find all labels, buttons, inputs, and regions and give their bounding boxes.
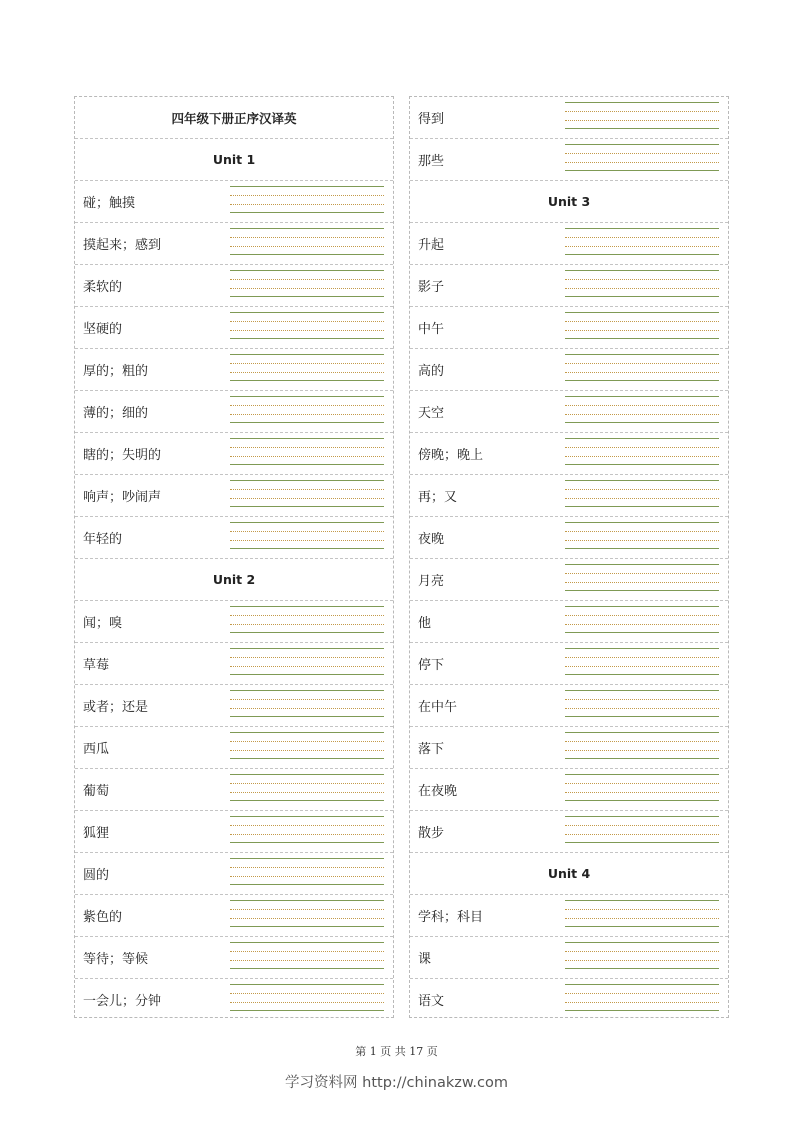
vocab-chinese: 中午: [418, 322, 445, 337]
vocab-row: [75, 810, 393, 852]
writing-line: [565, 522, 719, 523]
vocab-row: [410, 264, 728, 306]
writing-line: [230, 354, 384, 355]
vocab-chinese: 影子: [418, 280, 445, 295]
writing-lines[interactable]: [565, 438, 719, 468]
vocab-chinese: 闻；嗅: [83, 616, 123, 631]
writing-line: [565, 624, 719, 625]
writing-line: [565, 716, 719, 717]
writing-lines[interactable]: [230, 480, 384, 510]
vocab-chinese: 落下: [418, 742, 445, 757]
writing-line: [565, 842, 719, 843]
writing-line: [230, 531, 384, 532]
writing-line: [230, 438, 384, 439]
writing-line: [565, 170, 719, 171]
writing-line: [230, 396, 384, 397]
writing-lines[interactable]: [565, 648, 719, 678]
writing-line: [230, 666, 384, 667]
writing-line: [230, 774, 384, 775]
vocab-row: [410, 684, 728, 726]
writing-line: [230, 926, 384, 927]
writing-line: [230, 951, 384, 952]
writing-lines[interactable]: [565, 774, 719, 804]
writing-line: [565, 128, 719, 129]
page-number: 第 1 页 共 17 页: [355, 1045, 438, 1058]
writing-line: [565, 825, 719, 826]
writing-lines[interactable]: [230, 270, 384, 300]
writing-line: [565, 774, 719, 775]
vocab-row: [75, 264, 393, 306]
vocab-chinese: 等待；等候: [83, 952, 149, 967]
writing-line: [565, 657, 719, 658]
writing-line: [565, 942, 719, 943]
vocab-row: [410, 390, 728, 432]
writing-line: [230, 858, 384, 859]
writing-lines[interactable]: [565, 102, 719, 132]
vocab-chinese: 得到: [418, 112, 445, 127]
vocab-row: [75, 390, 393, 432]
writing-line: [230, 792, 384, 793]
vocab-chinese: 摸起来；感到: [83, 238, 162, 253]
writing-line: [230, 993, 384, 994]
writing-line: [230, 732, 384, 733]
writing-line: [565, 666, 719, 667]
vocab-row: [75, 684, 393, 726]
vocab-row: [410, 810, 728, 852]
vocab-chinese: 厚的；粗的: [83, 364, 149, 379]
writing-line: [230, 321, 384, 322]
vocab-chinese: 或者；还是: [83, 700, 149, 715]
writing-line: [230, 741, 384, 742]
writing-lines[interactable]: [565, 480, 719, 510]
writing-line: [230, 708, 384, 709]
vocab-row: [75, 306, 393, 348]
vocab-row: [410, 474, 728, 516]
vocab-chinese: 散步: [418, 826, 445, 841]
writing-line: [230, 1010, 384, 1011]
vocab-row: [410, 138, 728, 180]
writing-line: [565, 363, 719, 364]
writing-lines[interactable]: [565, 690, 719, 720]
writing-lines[interactable]: [230, 438, 384, 468]
writing-line: [565, 506, 719, 507]
writing-line: [230, 548, 384, 549]
writing-line: [565, 606, 719, 607]
vocab-chinese: 学科；科目: [418, 910, 484, 925]
writing-lines[interactable]: [565, 522, 719, 552]
vocab-chinese: 课: [418, 952, 432, 967]
writing-line: [230, 186, 384, 187]
section-heading: Unit 1: [75, 138, 393, 180]
writing-line: [565, 548, 719, 549]
writing-line: [230, 380, 384, 381]
vocab-chinese: 他: [418, 616, 432, 631]
writing-line: [230, 834, 384, 835]
writing-line: [230, 648, 384, 649]
writing-lines[interactable]: [230, 690, 384, 720]
writing-line: [230, 624, 384, 625]
writing-line: [230, 195, 384, 196]
vocab-row: [410, 894, 728, 936]
section-heading: Unit 4: [410, 852, 728, 894]
writing-line: [565, 741, 719, 742]
writing-line: [565, 582, 719, 583]
writing-line: [565, 405, 719, 406]
vocab-chinese: 碰；触摸: [83, 196, 136, 211]
writing-line: [230, 330, 384, 331]
vocab-row: [75, 852, 393, 894]
writing-line: [230, 464, 384, 465]
vocab-chinese: 年轻的: [83, 532, 123, 547]
writing-line: [565, 800, 719, 801]
writing-line: [565, 674, 719, 675]
writing-line: [565, 573, 719, 574]
vocab-row: [410, 978, 728, 1020]
writing-line: [565, 330, 719, 331]
writing-line: [230, 456, 384, 457]
writing-line: [565, 758, 719, 759]
writing-line: [230, 338, 384, 339]
writing-line: [565, 153, 719, 154]
writing-line: [565, 288, 719, 289]
writing-line: [565, 111, 719, 112]
writing-line: [565, 144, 719, 145]
vocab-chinese: 柔软的: [83, 280, 123, 295]
writing-line: [230, 674, 384, 675]
writing-line: [230, 498, 384, 499]
writing-line: [230, 480, 384, 481]
vocab-chinese: 在夜晚: [418, 784, 458, 799]
writing-line: [565, 909, 719, 910]
writing-line: [230, 942, 384, 943]
writing-lines[interactable]: [565, 354, 719, 384]
writing-line: [230, 876, 384, 877]
writing-line: [565, 464, 719, 465]
writing-lines[interactable]: [230, 396, 384, 426]
section-heading: Unit 2: [75, 558, 393, 600]
writing-line: [565, 120, 719, 121]
vocab-chinese: 天空: [418, 406, 445, 421]
writing-line: [230, 288, 384, 289]
writing-line: [565, 414, 719, 415]
writing-line: [565, 354, 719, 355]
writing-lines[interactable]: [565, 900, 719, 930]
writing-line: [230, 657, 384, 658]
writing-line: [565, 993, 719, 994]
vocab-row: [410, 936, 728, 978]
writing-line: [565, 447, 719, 448]
vocab-chinese: 响声；吵闹声: [83, 490, 162, 505]
writing-line: [230, 918, 384, 919]
vocab-row: [75, 474, 393, 516]
writing-lines[interactable]: [565, 270, 719, 300]
writing-lines[interactable]: [230, 900, 384, 930]
writing-line: [230, 489, 384, 490]
writing-line: [565, 690, 719, 691]
writing-lines[interactable]: [565, 312, 719, 342]
writing-line: [230, 606, 384, 607]
writing-lines[interactable]: [230, 984, 384, 1014]
writing-line: [565, 590, 719, 591]
writing-line: [230, 447, 384, 448]
right-column: [409, 96, 729, 1018]
writing-lines[interactable]: [565, 732, 719, 762]
writing-line: [565, 489, 719, 490]
writing-lines[interactable]: [230, 942, 384, 972]
vocab-chinese: 圆的: [83, 868, 110, 883]
writing-line: [230, 414, 384, 415]
writing-lines[interactable]: [230, 228, 384, 258]
writing-line: [565, 162, 719, 163]
writing-line: [565, 708, 719, 709]
writing-line: [230, 270, 384, 271]
writing-line: [565, 228, 719, 229]
vocab-chinese: 高的: [418, 364, 445, 379]
writing-line: [565, 699, 719, 700]
vocab-chinese: 西瓜: [83, 742, 110, 757]
writing-line: [565, 648, 719, 649]
writing-line: [565, 338, 719, 339]
vocab-chinese: 草莓: [83, 658, 110, 673]
writing-lines[interactable]: [230, 606, 384, 636]
writing-line: [565, 438, 719, 439]
vocab-row: [410, 600, 728, 642]
left-column: [74, 96, 394, 1018]
writing-line: [230, 372, 384, 373]
writing-line: [230, 228, 384, 229]
writing-lines[interactable]: [230, 522, 384, 552]
writing-line: [230, 522, 384, 523]
writing-line: [230, 825, 384, 826]
vocab-row: [75, 642, 393, 684]
writing-line: [230, 690, 384, 691]
writing-line: [565, 372, 719, 373]
writing-lines[interactable]: [565, 942, 719, 972]
writing-lines[interactable]: [230, 312, 384, 342]
writing-line: [230, 984, 384, 985]
vocab-row: [75, 726, 393, 768]
writing-lines[interactable]: [565, 564, 719, 594]
writing-line: [230, 506, 384, 507]
writing-line: [230, 968, 384, 969]
writing-line: [230, 716, 384, 717]
writing-lines[interactable]: [565, 816, 719, 846]
writing-line: [230, 867, 384, 868]
writing-line: [230, 632, 384, 633]
writing-line: [565, 960, 719, 961]
vocab-chinese: 薄的；细的: [83, 406, 149, 421]
vocab-chinese: 在中午: [418, 700, 458, 715]
vocab-row: [75, 768, 393, 810]
vocab-row: [410, 768, 728, 810]
writing-line: [565, 968, 719, 969]
writing-line: [230, 758, 384, 759]
writing-line: [230, 204, 384, 205]
vocab-chinese: 瞎的；失明的: [83, 448, 162, 463]
writing-line: [230, 422, 384, 423]
vocab-chinese: 一会儿；分钟: [83, 994, 162, 1009]
vocab-chinese: 夜晚: [418, 532, 445, 547]
writing-line: [565, 926, 719, 927]
vocab-row: [75, 894, 393, 936]
vocab-row: [75, 978, 393, 1020]
writing-line: [565, 498, 719, 499]
vocab-chinese: 狐狸: [83, 826, 110, 841]
writing-line: [565, 918, 719, 919]
writing-line: [230, 699, 384, 700]
writing-line: [565, 380, 719, 381]
writing-line: [565, 254, 719, 255]
writing-line: [565, 422, 719, 423]
writing-line: [230, 254, 384, 255]
writing-line: [565, 279, 719, 280]
writing-line: [565, 321, 719, 322]
writing-line: [565, 834, 719, 835]
vocab-row: [75, 222, 393, 264]
vocab-row: [410, 97, 728, 138]
writing-line: [230, 900, 384, 901]
writing-lines[interactable]: [230, 858, 384, 888]
writing-line: [230, 246, 384, 247]
site-watermark: 学习资料网 http://chinakzw.com: [285, 1075, 508, 1091]
vocab-chinese: 语文: [418, 994, 445, 1009]
writing-lines[interactable]: [230, 354, 384, 384]
vocab-chinese: 葡萄: [83, 784, 110, 799]
vocab-row: [410, 558, 728, 600]
writing-line: [230, 212, 384, 213]
writing-line: [565, 750, 719, 751]
writing-line: [565, 456, 719, 457]
vocab-chinese: 升起: [418, 238, 445, 253]
writing-lines[interactable]: [230, 186, 384, 216]
vocab-row: [75, 432, 393, 474]
writing-line: [565, 732, 719, 733]
writing-line: [230, 405, 384, 406]
writing-line: [565, 632, 719, 633]
writing-line: [230, 909, 384, 910]
writing-lines[interactable]: [565, 606, 719, 636]
writing-line: [230, 783, 384, 784]
writing-line: [565, 816, 719, 817]
writing-lines[interactable]: [565, 228, 719, 258]
vocab-row: [410, 306, 728, 348]
writing-line: [565, 900, 719, 901]
vocab-chinese: 停下: [418, 658, 445, 673]
vocab-row: [75, 936, 393, 978]
writing-line: [565, 246, 719, 247]
writing-line: [565, 1010, 719, 1011]
writing-lines[interactable]: [230, 774, 384, 804]
writing-line: [230, 1002, 384, 1003]
section-heading: Unit 3: [410, 180, 728, 222]
vocab-row: [75, 516, 393, 558]
writing-line: [230, 816, 384, 817]
writing-line: [565, 792, 719, 793]
writing-line: [230, 960, 384, 961]
writing-lines[interactable]: [565, 984, 719, 1014]
writing-line: [230, 842, 384, 843]
vocab-chinese: 傍晚；晚上: [418, 448, 484, 463]
vocab-chinese: 那些: [418, 154, 445, 169]
vocab-row: [410, 222, 728, 264]
writing-line: [565, 102, 719, 103]
writing-line: [565, 480, 719, 481]
section-heading: 四年级下册正序汉译英: [171, 110, 297, 126]
writing-line: [230, 540, 384, 541]
writing-line: [565, 564, 719, 565]
vocab-chinese: 月亮: [418, 574, 445, 589]
vocab-row: [410, 642, 728, 684]
writing-line: [565, 783, 719, 784]
writing-line: [565, 396, 719, 397]
vocab-row: [75, 180, 393, 222]
writing-lines[interactable]: [230, 732, 384, 762]
writing-line: [230, 312, 384, 313]
writing-line: [565, 951, 719, 952]
writing-line: [565, 296, 719, 297]
writing-line: [230, 800, 384, 801]
writing-lines[interactable]: [565, 144, 719, 174]
writing-line: [565, 237, 719, 238]
vocab-row: [75, 600, 393, 642]
writing-line: [230, 279, 384, 280]
vocab-chinese: 坚硬的: [83, 322, 123, 337]
writing-line: [565, 540, 719, 541]
writing-line: [230, 363, 384, 364]
writing-line: [565, 1002, 719, 1003]
vocab-row: [75, 348, 393, 390]
writing-lines[interactable]: [230, 816, 384, 846]
vocab-chinese: 紫色的: [83, 910, 123, 925]
writing-line: [230, 750, 384, 751]
vocab-row: [410, 726, 728, 768]
writing-line: [230, 615, 384, 616]
vocab-row: [410, 432, 728, 474]
writing-lines[interactable]: [230, 648, 384, 678]
writing-line: [230, 296, 384, 297]
vocab-row: [410, 348, 728, 390]
vocab-row: [410, 516, 728, 558]
writing-line: [565, 984, 719, 985]
writing-line: [565, 312, 719, 313]
writing-line: [565, 270, 719, 271]
writing-line: [230, 884, 384, 885]
writing-line: [565, 615, 719, 616]
vocab-chinese: 再；又: [418, 490, 458, 505]
writing-line: [230, 237, 384, 238]
writing-lines[interactable]: [565, 396, 719, 426]
writing-line: [565, 531, 719, 532]
